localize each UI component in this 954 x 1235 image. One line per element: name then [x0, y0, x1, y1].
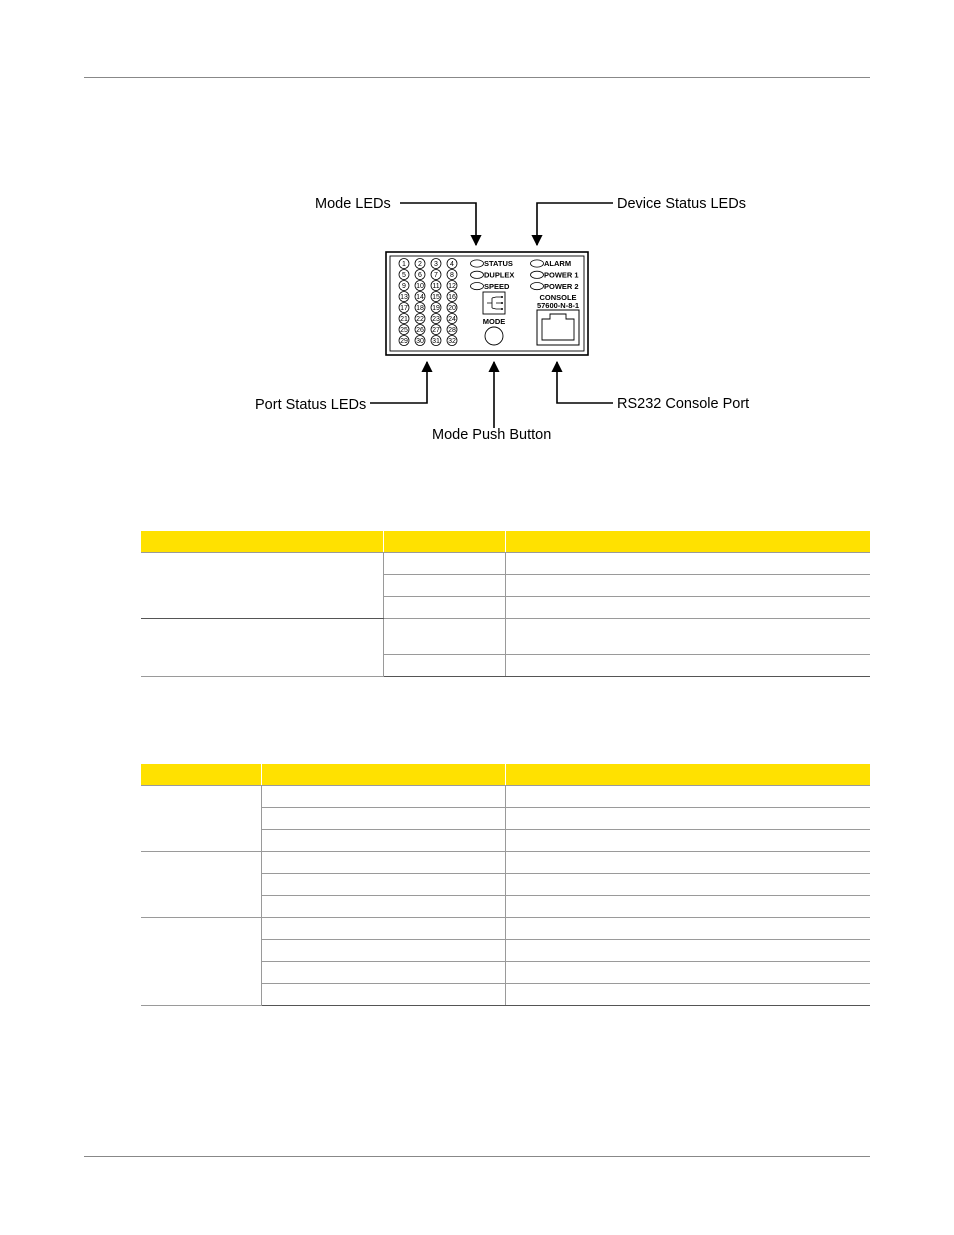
- status-led: [531, 271, 544, 278]
- table-cell: [383, 597, 505, 619]
- table-2: [141, 764, 870, 1006]
- table-cell: [141, 918, 261, 1006]
- port-led-number: 17: [400, 304, 408, 312]
- callout-mode-push-button: Mode Push Button: [432, 427, 552, 443]
- table-cell: [261, 940, 505, 962]
- port-led-number: 3: [434, 260, 438, 268]
- table-cell: [505, 940, 870, 962]
- table-cell: [505, 874, 870, 896]
- mode-switch-icon: [483, 292, 505, 314]
- port-led-number: 10: [416, 282, 424, 290]
- status-led: [471, 283, 484, 290]
- mode-push-button[interactable]: [485, 327, 503, 345]
- table-cell: [383, 575, 505, 597]
- table-cell: [141, 619, 383, 677]
- port-led-number: 8: [450, 271, 454, 279]
- port-led-number: 28: [448, 326, 456, 334]
- console-settings: 57600-N-8-1: [536, 301, 580, 310]
- table-cell: [261, 786, 505, 808]
- table-cell: [505, 597, 870, 619]
- table-cell: [505, 962, 870, 984]
- table-cell: [261, 984, 505, 1006]
- port-led-number: 31: [432, 337, 440, 345]
- table-cell: [383, 655, 505, 677]
- front-panel-figure: [0, 0, 954, 460]
- status-led-label: SPEED: [484, 281, 510, 291]
- status-led-label: DUPLEX: [484, 270, 515, 280]
- table-cell: [505, 830, 870, 852]
- table-cell: [141, 786, 261, 852]
- table-cell: [505, 655, 870, 677]
- table-cell: [505, 852, 870, 874]
- port-led-number: 16: [448, 293, 456, 301]
- table-cell: [505, 575, 870, 597]
- port-led-number: 1: [402, 260, 406, 268]
- status-led-label: POWER 1: [544, 270, 579, 280]
- header-cell: [505, 531, 870, 553]
- port-led-number: 30: [416, 337, 424, 345]
- port-led-number: 20: [448, 304, 456, 312]
- status-led: [471, 271, 484, 278]
- leader-rs232-console-port: [557, 362, 613, 403]
- table-cell: [141, 553, 383, 619]
- table-cell: [261, 874, 505, 896]
- port-led-number: 18: [416, 304, 424, 312]
- leader-port-status-leds: [370, 362, 427, 403]
- port-led-number: 25: [400, 326, 408, 334]
- callout-rs232-console-port: RS232 Console Port: [617, 396, 750, 412]
- port-led-number: 11: [432, 282, 440, 290]
- table-cell: [261, 830, 505, 852]
- table-1: [141, 531, 870, 677]
- mode-button-label: MODE: [482, 317, 506, 326]
- callout-port-status-leds: Port Status LEDs: [255, 397, 367, 413]
- table-row: [141, 918, 870, 940]
- table-cell: [505, 553, 870, 575]
- leader-mode-leds: [400, 203, 476, 245]
- port-led-number: 29: [400, 337, 408, 345]
- table-row: [141, 553, 870, 575]
- table-cell: [505, 786, 870, 808]
- port-led-number: 15: [432, 293, 440, 301]
- table-header-row: [141, 764, 870, 786]
- table-row: [141, 852, 870, 874]
- table-cell: [505, 896, 870, 918]
- table-cell: [261, 852, 505, 874]
- console-label: CONSOLE: [539, 293, 577, 302]
- port-led-number: 26: [416, 326, 424, 334]
- port-led-number: 14: [416, 293, 424, 301]
- callout-device-status-leds: Device Status LEDs: [617, 196, 746, 212]
- table-cell: [505, 808, 870, 830]
- table-cell: [261, 896, 505, 918]
- header-cell: [383, 531, 505, 553]
- port-led-number: 22: [416, 315, 424, 323]
- callout-mode-leds: Mode LEDs: [315, 196, 391, 212]
- port-led-number: 12: [448, 282, 456, 290]
- status-led-label: STATUS: [484, 259, 513, 269]
- table-cell: [505, 918, 870, 940]
- port-led-number: 27: [432, 326, 440, 334]
- rs232-console-port[interactable]: [537, 310, 579, 345]
- port-led-number: 13: [400, 293, 408, 301]
- table-header-row: [141, 531, 870, 553]
- footer-rule: [84, 1156, 870, 1157]
- port-led-number: 9: [402, 282, 406, 290]
- table-cell: [261, 918, 505, 940]
- leader-device-status-leds: [537, 203, 613, 245]
- header-cell: [261, 764, 505, 786]
- table-row: [141, 619, 870, 655]
- header-cell: [141, 764, 261, 786]
- port-led-number: 6: [418, 271, 422, 279]
- port-led-number: 32: [448, 337, 456, 345]
- mode-leds: [471, 259, 515, 291]
- header-cell: [141, 531, 383, 553]
- port-led-number: 23: [432, 315, 440, 323]
- table-cell: [505, 619, 870, 655]
- port-led-number: 21: [400, 315, 408, 323]
- status-led-label: ALARM: [544, 259, 572, 269]
- port-led-number: 5: [402, 271, 406, 279]
- port-led-number: 24: [448, 315, 456, 323]
- status-led: [471, 260, 484, 267]
- status-led: [531, 283, 544, 290]
- table-row: [141, 786, 870, 808]
- table-cell: [383, 553, 505, 575]
- table-cell: [141, 852, 261, 918]
- port-led-number: 7: [434, 271, 438, 279]
- port-led-number: 19: [432, 304, 440, 312]
- status-led: [531, 260, 544, 267]
- port-led-number: 2: [418, 260, 422, 268]
- table-cell: [505, 984, 870, 1006]
- port-led-number: 4: [450, 260, 454, 268]
- status-led-label: POWER 2: [544, 281, 579, 291]
- table-cell: [261, 808, 505, 830]
- table-cell: [261, 962, 505, 984]
- header-cell: [505, 764, 870, 786]
- table-cell: [383, 619, 505, 655]
